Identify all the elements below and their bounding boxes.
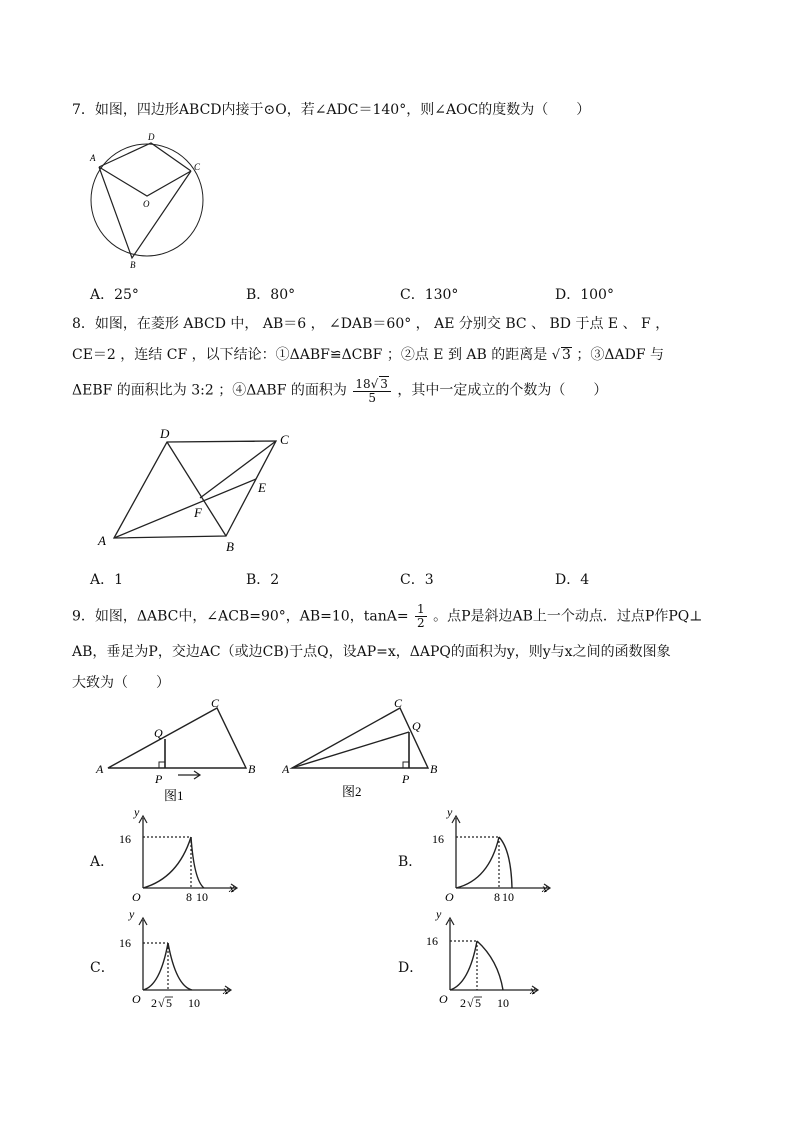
curve-fall bbox=[191, 837, 204, 888]
q9-line1 bbox=[72, 603, 702, 630]
label-d: D bbox=[160, 426, 170, 441]
q9-line1a: 9．如图，ΔABC中，∠ACB=90°，AB=10，tanA= bbox=[72, 608, 409, 625]
xpeak-coef-label: 2 bbox=[151, 996, 157, 1010]
curve-rise bbox=[456, 837, 499, 888]
q9-figure1 bbox=[92, 696, 272, 804]
q9-line2: AB，垂足为P，交边AC（或边CB)于点Q，设AP=x，ΔAPQ的面积为y，则y与x之间的函数图象 bbox=[72, 644, 671, 660]
xpeak-coef-label: 2 bbox=[460, 996, 466, 1010]
xend-label: 10 bbox=[188, 996, 200, 1010]
label-b: B bbox=[430, 762, 438, 776]
xend-label: 10 bbox=[196, 890, 208, 904]
label-a: A bbox=[96, 762, 104, 776]
q9-option-d-graph[interactable] bbox=[425, 910, 555, 1015]
q8-fraction bbox=[353, 376, 391, 405]
xpeak-rad-label: 5 bbox=[166, 996, 172, 1010]
q7-option-b[interactable]: B．80° bbox=[246, 287, 296, 303]
y-label: y bbox=[447, 808, 453, 819]
q9-option-d-letter[interactable]: D． bbox=[398, 960, 424, 976]
fig2-caption: 图2 bbox=[342, 784, 362, 799]
ymax-label: 16 bbox=[426, 934, 438, 948]
q8-rhombus-figure bbox=[90, 422, 310, 554]
diagonal-bd bbox=[167, 442, 226, 536]
q9-option-c-graph[interactable] bbox=[118, 910, 248, 1015]
q7-option-d[interactable]: D．100° bbox=[555, 287, 614, 303]
triangle-abc bbox=[108, 708, 246, 768]
q8-line3a: ΔEBF 的面积比为 3:2 ；④ΔABF 的面积为 bbox=[72, 382, 347, 399]
label-a: A bbox=[98, 533, 106, 548]
label-p: P bbox=[402, 772, 410, 786]
segment-ae bbox=[114, 479, 256, 538]
label-a: A bbox=[90, 153, 96, 163]
right-angle-mark bbox=[159, 762, 165, 768]
q9-option-a-graph[interactable] bbox=[118, 808, 248, 908]
label-a: A bbox=[282, 762, 290, 776]
label-b: B bbox=[130, 260, 136, 270]
ymax-label: 16 bbox=[432, 832, 444, 846]
label-p: P bbox=[155, 772, 163, 786]
x-label: x bbox=[530, 983, 536, 997]
curve-rise bbox=[450, 941, 477, 990]
sqrt-symbol: √ bbox=[467, 996, 474, 1010]
xpeak-rad-label: 5 bbox=[475, 996, 481, 1010]
origin-label: O bbox=[132, 890, 141, 904]
curve-fall bbox=[499, 837, 512, 888]
q9-option-b-graph[interactable] bbox=[431, 808, 561, 908]
q7-circle-figure bbox=[84, 130, 214, 270]
chord-adc bbox=[99, 143, 191, 171]
curve-rise bbox=[143, 837, 191, 888]
sqrt-symbol: √ bbox=[370, 377, 379, 391]
q9-option-b-letter[interactable]: B． bbox=[398, 854, 423, 870]
label-c: C bbox=[394, 696, 403, 710]
segment-aq bbox=[292, 732, 409, 768]
x-label: x bbox=[542, 881, 548, 895]
origin-label: O bbox=[439, 992, 448, 1006]
right-angle-mark bbox=[403, 762, 409, 768]
y-label: y bbox=[129, 910, 135, 921]
q8-line1: 8．如图，在菱形 ABCD 中， AB＝6 ， ∠DAB＝60° ， AE 分别交 BC 、 BD 于点 E 、 F ， bbox=[72, 316, 670, 332]
label-c: C bbox=[280, 432, 289, 447]
label-e: E bbox=[258, 480, 266, 495]
sqrt-symbol: √ bbox=[158, 996, 165, 1010]
label-c: C bbox=[211, 696, 220, 710]
q7-option-a[interactable]: A．25° bbox=[90, 287, 139, 303]
triangle-abc bbox=[292, 708, 428, 768]
q9-option-a-letter[interactable]: A． bbox=[90, 854, 115, 870]
ymax-label: 16 bbox=[119, 936, 131, 950]
q8-line3b: ，其中一定成立的个数为（ ） bbox=[397, 382, 608, 399]
q8-line2a: CE＝2 ，连结 CF ，以下结论：①ΔABF≌ΔCBF ；②点 E 到 AB 的距离是 bbox=[72, 347, 548, 363]
curve-fall bbox=[477, 941, 503, 990]
rhombus-abcd bbox=[114, 441, 276, 538]
label-q: Q bbox=[154, 726, 163, 740]
y-label: y bbox=[436, 910, 442, 921]
q8-line2b: ；③ΔADF 与 bbox=[576, 347, 664, 363]
q8-option-d[interactable]: D．4 bbox=[555, 572, 590, 588]
curve-rise bbox=[143, 943, 168, 990]
ymax-label: 16 bbox=[119, 832, 131, 846]
y-label: y bbox=[134, 808, 140, 819]
origin-label: O bbox=[132, 992, 141, 1006]
q8-option-b[interactable]: B．2 bbox=[246, 572, 280, 588]
q9-line3: 大致为（ ） bbox=[72, 675, 170, 691]
xend-label: 10 bbox=[502, 890, 514, 904]
q8-line3 bbox=[72, 376, 607, 405]
sqrt-symbol: √ bbox=[551, 348, 561, 363]
q7-option-c[interactable]: C．130° bbox=[400, 287, 459, 303]
label-b: B bbox=[248, 762, 256, 776]
frac-num-rad: 3 bbox=[380, 377, 388, 391]
tan-den: 2 bbox=[417, 616, 425, 630]
tan-num: 1 bbox=[417, 602, 425, 616]
q8-option-c[interactable]: C．3 bbox=[400, 572, 434, 588]
q8-line2 bbox=[72, 345, 664, 366]
label-q: Q bbox=[412, 719, 421, 733]
q8-option-a[interactable]: A．1 bbox=[90, 572, 124, 588]
q9-tan-fraction bbox=[415, 603, 427, 630]
label-d: D bbox=[148, 132, 155, 142]
label-o: O bbox=[143, 199, 150, 209]
q7-text: 7．如图，四边形ABCD内接于⊙O，若∠ADC＝140°，则∠AOC的度数为（ ） bbox=[72, 102, 591, 118]
q9-line1b: 。点P是斜边AB上一个动点．过点P作PQ⊥ bbox=[433, 608, 703, 625]
x-label: x bbox=[229, 881, 235, 895]
q8-sqrt3: 3 bbox=[562, 347, 571, 363]
frac-den: 5 bbox=[368, 391, 376, 405]
xend-label: 10 bbox=[497, 996, 509, 1010]
frac-num-coef: 18 bbox=[355, 377, 371, 391]
fig1-caption: 图1 bbox=[164, 788, 184, 803]
label-f: F bbox=[194, 505, 202, 520]
xpeak-label: 8 bbox=[186, 890, 192, 904]
xpeak-label: 8 bbox=[494, 890, 500, 904]
q9-figure2 bbox=[282, 696, 452, 804]
curve-fall bbox=[168, 943, 192, 990]
label-b: B bbox=[226, 539, 234, 554]
origin-label: O bbox=[445, 890, 454, 904]
q9-option-c-letter[interactable]: C． bbox=[90, 960, 115, 976]
x-label: x bbox=[223, 983, 229, 997]
label-c: C bbox=[194, 162, 201, 172]
